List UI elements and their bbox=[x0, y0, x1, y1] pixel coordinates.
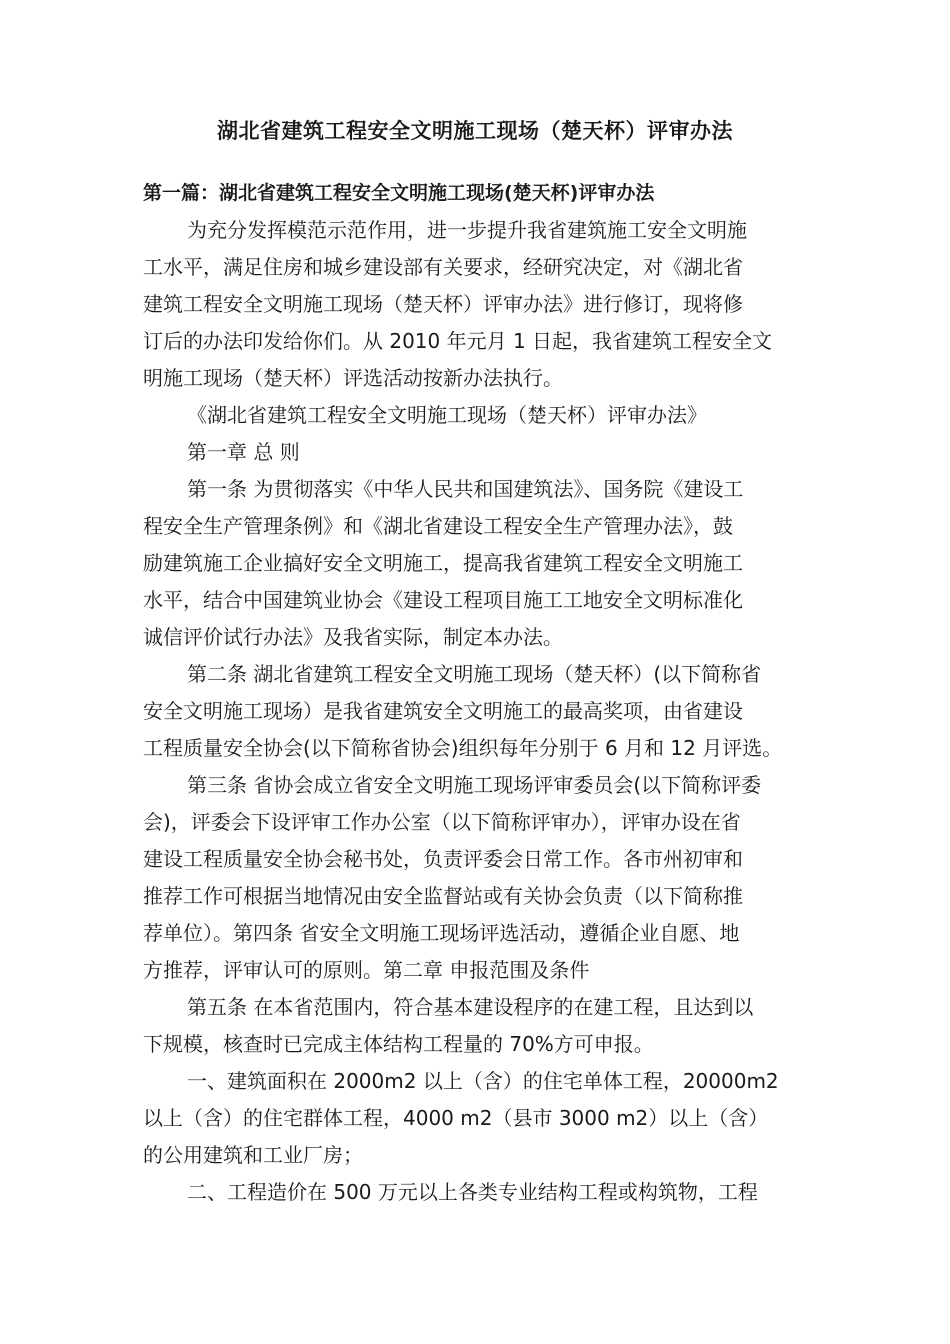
text-line: 建筑工程安全文明施工现场（楚天杯）评审办法》进行修订，现将修 bbox=[143, 292, 743, 316]
text-line: 下规模，核查时已完成主体结构工程量的 70%方可申报。 bbox=[143, 1032, 654, 1056]
text-line: 订后的办法印发给你们。从 2010 年元月 1 日起，我省建筑工程安全文 bbox=[143, 329, 773, 353]
text-line: 建设工程质量安全协会秘书处，负责评委会日常工作。各市州初审和 bbox=[143, 847, 743, 871]
text-line: 二、工程造价在 500 万元以上各类专业结构工程或构筑物，工程 bbox=[187, 1180, 758, 1204]
text-line: 程安全生产管理条例》和《湖北省建设工程安全生产管理办法》，鼓 bbox=[143, 514, 733, 538]
text-line: 方推荐，评审认可的原则。第二章 申报范围及条件 bbox=[143, 958, 590, 982]
text-line: 第三条 省协会成立省安全文明施工现场评审委员会(以下简称评委 bbox=[187, 773, 762, 797]
text-line: 安全文明施工现场）是我省建筑安全文明施工的最高奖项，由省建设 bbox=[143, 699, 743, 723]
text-line: 工程质量安全协会(以下简称省协会)组织每年分别于 6 月和 12 月评选。 bbox=[143, 736, 783, 760]
text-line: 第五条 在本省范围内，符合基本建设程序的在建工程，且达到以 bbox=[187, 995, 754, 1019]
text-line: 工水平，满足住房和城乡建设部有关要求，经研究决定，对《湖北省 bbox=[143, 255, 743, 279]
text-line: 以上（含）的住宅群体工程，4000 m2（县市 3000 m2）以上（含） bbox=[143, 1106, 769, 1130]
section-heading: 第一篇：湖北省建筑工程安全文明施工现场(楚天杯)评审办法 bbox=[143, 182, 655, 204]
document-body bbox=[143, 212, 823, 1211]
text-line: 推荐工作可根据当地情况由安全监督站或有关协会负责（以下简称推 bbox=[143, 884, 743, 908]
text-line: 的公用建筑和工业厂房； bbox=[143, 1143, 363, 1167]
text-line: 诚信评价试行办法》及我省实际，制定本办法。 bbox=[143, 625, 563, 649]
text-line: 第一条 为贯彻落实《中华人民共和国建筑法》、国务院《建设工 bbox=[187, 477, 744, 501]
text-line: 励建筑施工企业搞好安全文明施工，提高我省建筑工程安全文明施工 bbox=[143, 551, 743, 575]
document-title: 湖北省建筑工程安全文明施工现场（楚天杯）评审办法 bbox=[217, 119, 733, 143]
text-line: 《湖北省建筑工程安全文明施工现场（楚天杯）评审办法》 bbox=[187, 403, 707, 427]
text-line: 为充分发挥模范示范作用，进一步提升我省建筑施工安全文明施 bbox=[187, 218, 747, 242]
text-line: 会)，评委会下设评审工作办公室（以下简称评审办），评审办设在省 bbox=[143, 810, 741, 834]
text-line: 第一章 总 则 bbox=[187, 440, 300, 464]
text-line: 水平，结合中国建筑业协会《建设工程项目施工工地安全文明标准化 bbox=[143, 588, 743, 612]
text-line: 荐单位）。第四条 省安全文明施工现场评选活动，遵循企业自愿、地 bbox=[143, 921, 740, 945]
text-line: 一、建筑面积在 2000m2 以上（含）的住宅单体工程，20000m2 bbox=[187, 1069, 779, 1093]
text-line: 明施工现场（楚天杯）评选活动按新办法执行。 bbox=[143, 366, 563, 390]
text-line: 第二条 湖北省建筑工程安全文明施工现场（楚天杯）(以下简称省 bbox=[187, 662, 762, 686]
